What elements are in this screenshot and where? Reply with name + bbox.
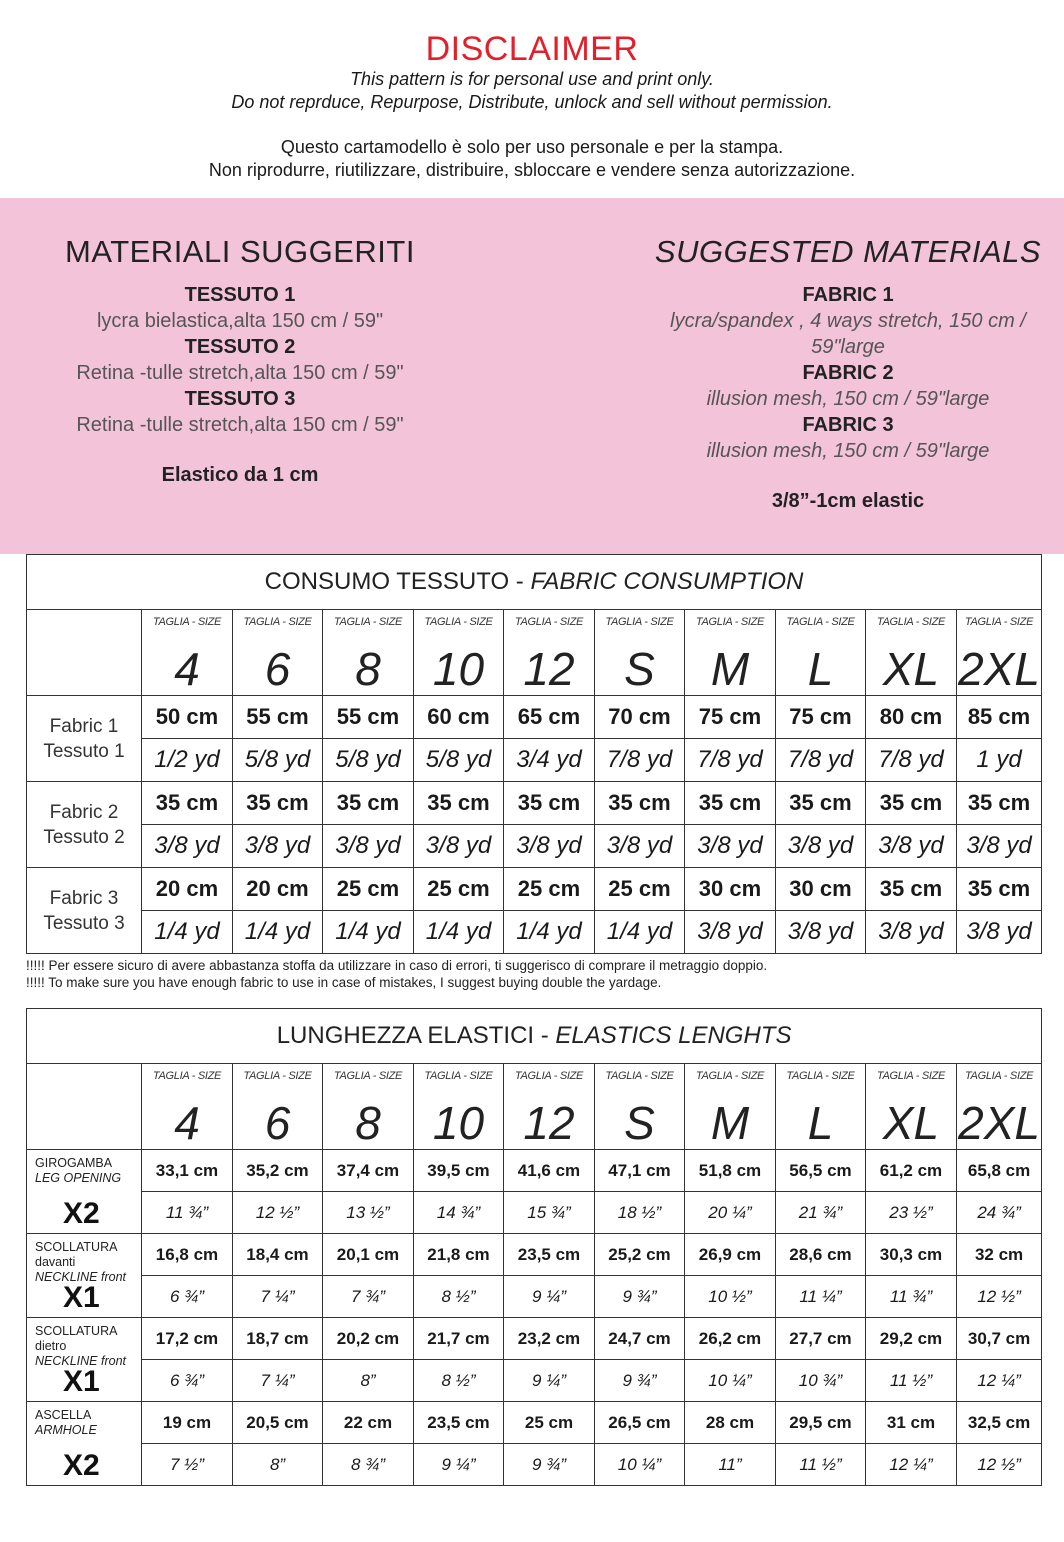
fabric-yd-cell: 7/8 yd (595, 739, 685, 782)
elastic-row-label (27, 1234, 142, 1318)
fabric-label-en: Fabric 2 (49, 801, 119, 823)
elastic-cm-cell: 47,1 cm (595, 1150, 685, 1192)
size-header-row (27, 610, 1042, 696)
elastic-label-it: GIROGAMBA (35, 1156, 113, 1170)
elastic-inch-cell: 12 ½” (233, 1192, 323, 1234)
fabric-consumption-table (26, 554, 1042, 954)
elastic-cm-cell: 21,8 cm (414, 1234, 504, 1276)
fabric-cm-cell: 35 cm (957, 782, 1042, 825)
table-row (27, 1234, 1042, 1276)
elastic-inch-cell: 11 ¼” (776, 1276, 866, 1318)
elastic-cm-cell: 25,2 cm (595, 1234, 685, 1276)
size-header-cell (142, 610, 233, 696)
size-header-cell (957, 610, 1042, 696)
elastic-label-text (35, 1156, 121, 1186)
size-header-cell (233, 1064, 323, 1150)
materials-it (40, 234, 440, 487)
elastic-cm-cell: 65,8 cm (957, 1150, 1042, 1192)
elastic-label-it: SCOLLATURA (35, 1240, 118, 1254)
elastic-inch-cell: 12 ½” (957, 1276, 1042, 1318)
size-value: 10 (432, 1097, 485, 1149)
elastic-lengths-table (26, 1008, 1042, 1486)
table-title-row (27, 555, 1042, 610)
fabric-yd-cell: 3/8 yd (776, 911, 866, 954)
elastic-inch-cell: 20 ¼” (685, 1192, 776, 1234)
size-header-cell (685, 1064, 776, 1150)
materials-it-fabric2-desc: Retina -tulle stretch,alta 150 cm / 59" (76, 362, 404, 384)
fabric-yd-cell: 1 yd (957, 739, 1042, 782)
elastic-inch-cell: 10 ¾” (776, 1360, 866, 1402)
fabric-cm-cell: 65 cm (504, 696, 595, 739)
elastic-cm-cell: 61,2 cm (866, 1150, 957, 1192)
elastic-row-label (27, 1402, 142, 1486)
elastic-cm-cell: 23,5 cm (504, 1234, 595, 1276)
size-value: 2XL (958, 643, 1040, 695)
fabric-cm-cell: 75 cm (776, 696, 866, 739)
size-header-cell (504, 610, 595, 696)
size-value: M (710, 1097, 750, 1149)
fabric-yd-cell: 3/8 yd (685, 911, 776, 954)
size-value: 6 (264, 1097, 291, 1149)
table-row (27, 1318, 1042, 1360)
fabric-row-label (27, 696, 142, 782)
table-row (27, 825, 1042, 868)
elastic-inch-cell: 8” (323, 1360, 414, 1402)
elastic-label-text (35, 1408, 97, 1438)
elastic-inch-cell: 14 ¾” (414, 1192, 504, 1234)
size-header-cell (595, 1064, 685, 1150)
fabric-yd-cell: 3/8 yd (776, 825, 866, 868)
elastic-inch-cell: 8” (233, 1444, 323, 1486)
elastic-inch-cell: 8 ½” (414, 1276, 504, 1318)
elastic-multiplier: X1 (63, 1281, 100, 1314)
elastic-multiplier: X2 (63, 1449, 100, 1482)
elastic-cm-cell: 41,6 cm (504, 1150, 595, 1192)
elastic-inch-cell: 23 ½” (866, 1192, 957, 1234)
fabric-yd-cell: 7/8 yd (685, 739, 776, 782)
fabric-yd-cell: 3/8 yd (595, 825, 685, 868)
fabric-yd-cell: 1/4 yd (504, 911, 595, 954)
fabric-cm-cell: 35 cm (504, 782, 595, 825)
elastic-cm-cell: 28 cm (685, 1402, 776, 1444)
size-header-cell (595, 610, 685, 696)
fabric-cm-cell: 25 cm (504, 868, 595, 911)
table-row (27, 911, 1042, 954)
elastic-cm-cell: 32,5 cm (957, 1402, 1042, 1444)
elastic-inch-cell: 15 ¾” (504, 1192, 595, 1234)
elastic-cm-cell: 18,4 cm (233, 1234, 323, 1276)
materials-en-fabric3-desc: illusion mesh, 150 cm / 59"large (706, 440, 990, 462)
fabric-label-it: Tessuto 3 (43, 912, 125, 934)
fabric-label-en: Fabric 1 (49, 715, 119, 737)
fabric-yd-cell: 3/8 yd (142, 825, 233, 868)
fabric-cm-cell: 35 cm (233, 782, 323, 825)
size-header-cell (776, 610, 866, 696)
table-title-row (27, 1009, 1042, 1064)
size-value: XL (882, 1097, 940, 1149)
table-title-en: FABRIC CONSUMPTION (530, 568, 804, 595)
elastic-cm-cell: 51,8 cm (685, 1150, 776, 1192)
size-header-cell (323, 610, 414, 696)
elastic-cm-cell: 28,6 cm (776, 1234, 866, 1276)
materials-en-heading: SUGGESTED MATERIALS (654, 234, 1042, 269)
size-value: L (807, 1097, 834, 1149)
elastic-row-label (27, 1150, 142, 1234)
elastic-inch-cell: 11 ¾” (866, 1276, 957, 1318)
elastic-inch-cell: 6 ¾” (142, 1276, 233, 1318)
elastic-row-label (27, 1318, 142, 1402)
elastic-cm-cell: 56,5 cm (776, 1150, 866, 1192)
fabric-cm-cell: 80 cm (866, 696, 957, 739)
elastic-cm-cell: 18,7 cm (233, 1318, 323, 1360)
fabric-yd-cell: 1/2 yd (142, 739, 233, 782)
fabric-yd-cell: 3/8 yd (414, 825, 504, 868)
elastic-label-it-sub: davanti (35, 1255, 76, 1269)
materials-en-fabric1-label: FABRIC 1 (802, 284, 894, 306)
fabric-yd-cell: 7/8 yd (866, 739, 957, 782)
elastic-inch-cell: 11 ½” (776, 1444, 866, 1486)
elastic-cm-cell: 24,7 cm (595, 1318, 685, 1360)
disclaimer (0, 30, 1064, 182)
elastic-cm-cell: 20,5 cm (233, 1402, 323, 1444)
materials-en-fabric3-label: FABRIC 3 (802, 414, 894, 436)
elastic-inch-cell: 18 ½” (595, 1192, 685, 1234)
elastic-inch-cell: 11 ½” (866, 1360, 957, 1402)
size-label: TAGLIA - SIZE (695, 1070, 765, 1082)
fabric-yd-cell: 3/8 yd (233, 825, 323, 868)
fabric-cm-cell: 35 cm (866, 868, 957, 911)
elastic-cm-cell: 17,2 cm (142, 1318, 233, 1360)
fabric-yd-cell: 3/8 yd (504, 825, 595, 868)
elastic-inch-cell: 13 ½” (323, 1192, 414, 1234)
size-label: TAGLIA - SIZE (964, 1070, 1034, 1082)
elastic-inch-cell: 8 ½” (414, 1360, 504, 1402)
fabric-cm-cell: 25 cm (414, 868, 504, 911)
elastic-inch-cell: 8 ¾” (323, 1444, 414, 1486)
elastic-cm-cell: 20,1 cm (323, 1234, 414, 1276)
fabric-cm-cell: 20 cm (142, 868, 233, 911)
disclaimer-en-line2: Do not reprduce, Repurpose, Distribute, unlock and sell without permission. (231, 92, 833, 112)
table-row (27, 868, 1042, 911)
fabric-yd-cell: 3/8 yd (866, 911, 957, 954)
elastic-cm-cell: 21,7 cm (414, 1318, 504, 1360)
table-row (27, 696, 1042, 739)
elastic-cm-cell: 26,2 cm (685, 1318, 776, 1360)
elastic-inch-cell: 9 ¼” (504, 1360, 595, 1402)
table-title (27, 1009, 1042, 1064)
elastic-inch-cell: 12 ¼” (866, 1444, 957, 1486)
size-header-cell (504, 1064, 595, 1150)
elastic-inch-cell: 21 ¾” (776, 1192, 866, 1234)
size-header-cell (685, 610, 776, 696)
size-label: TAGLIA - SIZE (514, 1070, 584, 1082)
elastic-label-it-sub: dietro (35, 1339, 67, 1353)
fabric-cm-cell: 35 cm (957, 868, 1042, 911)
elastic-multiplier: X1 (63, 1365, 100, 1398)
fabric-cm-cell: 35 cm (595, 782, 685, 825)
elastic-cm-cell: 32 cm (957, 1234, 1042, 1276)
elastic-inch-cell: 9 ¼” (504, 1276, 595, 1318)
size-header-cell (142, 1064, 233, 1150)
size-value: 8 (355, 643, 381, 695)
elastic-inch-cell: 9 ¼” (414, 1444, 504, 1486)
fabric-cm-cell: 35 cm (414, 782, 504, 825)
elastic-inch-cell: 12 ½” (957, 1444, 1042, 1486)
materials-en (648, 234, 1048, 513)
size-value: S (624, 643, 655, 695)
fabric-cm-cell: 25 cm (323, 868, 414, 911)
size-label: TAGLIA - SIZE (243, 1070, 312, 1082)
fabric-label-en: Fabric 3 (49, 887, 119, 909)
table-row (27, 1276, 1042, 1318)
materials-it-fabric3-desc: Retina -tulle stretch,alta 150 cm / 59" (76, 414, 404, 436)
elastic-label-en: NECKLINE front (35, 1270, 127, 1284)
fabric-label-it: Tessuto 2 (43, 826, 125, 848)
elastic-inch-cell: 10 ½” (685, 1276, 776, 1318)
size-value: 8 (355, 1097, 381, 1149)
materials-it-fabric1-label: TESSUTO 1 (184, 284, 296, 306)
fabric-yd-cell: 5/8 yd (414, 739, 504, 782)
size-label: TAGLIA - SIZE (152, 616, 222, 628)
elastic-inch-cell: 10 ¼” (595, 1444, 685, 1486)
elastic-inch-cell: 6 ¾” (142, 1360, 233, 1402)
elastic-label-en: ARMHOLE (35, 1423, 97, 1437)
elastic-cm-cell: 27,7 cm (776, 1318, 866, 1360)
fabric-yd-cell: 1/4 yd (233, 911, 323, 954)
fabric-cm-cell: 70 cm (595, 696, 685, 739)
elastic-cm-cell: 39,5 cm (414, 1150, 504, 1192)
elastic-inch-cell: 11 ¾” (142, 1192, 233, 1234)
elastic-cm-cell: 25 cm (504, 1402, 595, 1444)
size-header-cell (414, 610, 504, 696)
fabric-yd-cell: 1/4 yd (414, 911, 504, 954)
fabric-row-label (27, 782, 142, 868)
size-label: TAGLIA - SIZE (876, 1070, 946, 1082)
fabric-cm-cell: 20 cm (233, 868, 323, 911)
elastic-inch-cell: 7 ½” (142, 1444, 233, 1486)
fabric-cm-cell: 35 cm (142, 782, 233, 825)
elastic-cm-cell: 31 cm (866, 1402, 957, 1444)
size-header-cell (323, 1064, 414, 1150)
note-en: !!!!! To make sure you have enough fabric to use in case of mistakes, I suggest buying double the yardage. (26, 975, 662, 990)
size-label: TAGLIA - SIZE (424, 616, 493, 628)
elastic-cm-cell: 22 cm (323, 1402, 414, 1444)
size-label: TAGLIA - SIZE (424, 1070, 493, 1082)
size-value: M (710, 643, 750, 695)
materials-en-fabric2-label: FABRIC 2 (802, 362, 894, 384)
table-row (27, 1150, 1042, 1192)
elastic-inch-cell: 7 ¼” (233, 1360, 323, 1402)
elastic-cm-cell: 19 cm (142, 1402, 233, 1444)
elastic-cm-cell: 30,7 cm (957, 1318, 1042, 1360)
fabric-cm-cell: 35 cm (323, 782, 414, 825)
fabric-label-it: Tessuto 1 (43, 740, 125, 762)
note-it: !!!!! Per essere sicuro di avere abbastanza stoffa da utilizzare in caso di errori, ti suggerisco di comprare il metraggio doppio. (26, 958, 768, 973)
materials-en-fabric1-desc: lycra/spandex , 4 ways stretch, 150 cm / 59"large (670, 310, 1026, 358)
size-label: TAGLIA - SIZE (605, 616, 674, 628)
elastic-label-it: ASCELLA (35, 1408, 92, 1422)
fabric-cm-cell: 60 cm (414, 696, 504, 739)
elastic-cm-cell: 26,9 cm (685, 1234, 776, 1276)
fabric-cm-cell: 55 cm (323, 696, 414, 739)
fabric-yd-cell: 5/8 yd (233, 739, 323, 782)
table-row (27, 1402, 1042, 1444)
fabric-yd-cell: 1/4 yd (595, 911, 685, 954)
size-label: TAGLIA - SIZE (333, 616, 403, 628)
disclaimer-it-line1: Questo cartamodello è solo per uso personale e per la stampa. (280, 137, 784, 157)
fabric-cm-cell: 55 cm (233, 696, 323, 739)
materials-panel (0, 198, 1064, 554)
size-label: TAGLIA - SIZE (152, 1070, 222, 1082)
materials-it-fabric1-desc: lycra bielastica,alta 150 cm / 59" (96, 310, 384, 332)
fabric-cm-cell: 30 cm (685, 868, 776, 911)
elastic-label-text (35, 1324, 126, 1369)
materials-it-elastic: Elastico da 1 cm (161, 464, 319, 486)
size-value: 4 (174, 643, 200, 695)
size-header-corner (27, 610, 142, 696)
elastic-multiplier: X2 (63, 1197, 100, 1230)
disclaimer-en-line1: This pattern is for personal use and print only. (350, 69, 714, 89)
fabric-yd-cell: 5/8 yd (323, 739, 414, 782)
elastic-inch-cell: 24 ¾” (957, 1192, 1042, 1234)
fabric-yd-cell: 3/8 yd (685, 825, 776, 868)
fabric-cm-cell: 35 cm (776, 782, 866, 825)
elastic-label-text (35, 1240, 126, 1285)
size-header-cell (866, 1064, 957, 1150)
fabric-yd-cell: 1/4 yd (323, 911, 414, 954)
size-value: 2XL (958, 1097, 1040, 1149)
table-row (27, 1192, 1042, 1234)
size-header-cell (957, 1064, 1042, 1150)
fabric-yd-cell: 3/8 yd (957, 825, 1042, 868)
elastic-cm-cell: 30,3 cm (866, 1234, 957, 1276)
table-row (27, 739, 1042, 782)
size-header-cell (233, 610, 323, 696)
fabric-yd-cell: 3/4 yd (504, 739, 595, 782)
size-value: S (624, 1097, 655, 1149)
fabric-cm-cell: 30 cm (776, 868, 866, 911)
materials-it-heading: MATERIALI SUGGERITI (65, 234, 415, 269)
size-label: TAGLIA - SIZE (786, 616, 855, 628)
fabric-cm-cell: 85 cm (957, 696, 1042, 739)
fabric-cm-cell: 25 cm (595, 868, 685, 911)
fabric-yd-cell: 3/8 yd (866, 825, 957, 868)
elastic-inch-cell: 12 ¼” (957, 1360, 1042, 1402)
disclaimer-it-line2: Non riprodurre, riutilizzare, distribuire, sbloccare e vendere senza autorizzazione. (208, 160, 856, 180)
elastic-cm-cell: 29,5 cm (776, 1402, 866, 1444)
disclaimer-title: DISCLAIMER (425, 30, 639, 68)
size-header-cell (866, 610, 957, 696)
elastic-cm-cell: 37,4 cm (323, 1150, 414, 1192)
elastic-inch-cell: 9 ¾” (595, 1276, 685, 1318)
elastic-label-en: LEG OPENING (35, 1171, 122, 1185)
table-row (27, 782, 1042, 825)
table-title-it: LUNGHEZZA ELASTICI - (276, 1022, 556, 1049)
size-label: TAGLIA - SIZE (695, 616, 765, 628)
size-value: 12 (523, 643, 575, 695)
fabric-cm-cell: 35 cm (866, 782, 957, 825)
elastic-inch-cell: 7 ¼” (233, 1276, 323, 1318)
table-title-en: ELASTICS LENGHTS (555, 1022, 792, 1049)
elastic-cm-cell: 33,1 cm (142, 1150, 233, 1192)
size-label: TAGLIA - SIZE (786, 1070, 855, 1082)
fabric-yd-cell: 1/4 yd (142, 911, 233, 954)
elastic-inch-cell: 9 ¾” (595, 1360, 685, 1402)
elastic-inch-cell: 9 ¾” (504, 1444, 595, 1486)
size-header-cell (776, 1064, 866, 1150)
table-row (27, 1444, 1042, 1486)
size-label: TAGLIA - SIZE (605, 1070, 674, 1082)
elastic-inch-cell: 10 ¼” (685, 1360, 776, 1402)
size-header-row (27, 1064, 1042, 1150)
elastic-inch-cell: 11” (685, 1444, 776, 1486)
size-label: TAGLIA - SIZE (243, 616, 312, 628)
size-value: 6 (264, 643, 291, 695)
size-value: L (807, 643, 834, 695)
materials-en-elastic: 3/8”-1cm elastic (771, 490, 925, 512)
size-value: 10 (432, 643, 485, 695)
table-title (27, 555, 1042, 610)
fabric-row-label (27, 868, 142, 954)
size-header-cell (414, 1064, 504, 1150)
size-label: TAGLIA - SIZE (514, 616, 584, 628)
elastic-cm-cell: 16,8 cm (142, 1234, 233, 1276)
elastic-cm-cell: 35,2 cm (233, 1150, 323, 1192)
fabric-cm-cell: 75 cm (685, 696, 776, 739)
elastic-cm-cell: 23,2 cm (504, 1318, 595, 1360)
fabric-yd-cell: 3/8 yd (323, 825, 414, 868)
fabric-cm-cell: 50 cm (142, 696, 233, 739)
fabric-yd-cell: 7/8 yd (776, 739, 866, 782)
fabric-yd-cell: 3/8 yd (957, 911, 1042, 954)
size-value: 12 (523, 1097, 575, 1149)
elastic-cm-cell: 20,2 cm (323, 1318, 414, 1360)
fabric-cm-cell: 35 cm (685, 782, 776, 825)
materials-it-fabric3-label: TESSUTO 3 (184, 388, 296, 410)
size-value: XL (882, 643, 940, 695)
size-label: TAGLIA - SIZE (876, 616, 946, 628)
table-title-it: CONSUMO TESSUTO - (264, 568, 531, 595)
size-label: TAGLIA - SIZE (964, 616, 1034, 628)
elastic-label-en: NECKLINE front (35, 1354, 127, 1368)
size-label: TAGLIA - SIZE (333, 1070, 403, 1082)
elastic-cm-cell: 23,5 cm (414, 1402, 504, 1444)
size-header-corner (27, 1064, 142, 1150)
size-value: 4 (174, 1097, 200, 1149)
materials-it-fabric2-label: TESSUTO 2 (184, 336, 296, 358)
elastic-cm-cell: 29,2 cm (866, 1318, 957, 1360)
elastic-label-it: SCOLLATURA (35, 1324, 118, 1338)
table-row (27, 1360, 1042, 1402)
elastic-cm-cell: 26,5 cm (595, 1402, 685, 1444)
materials-en-fabric2-desc: illusion mesh, 150 cm / 59"large (706, 388, 990, 410)
elastic-inch-cell: 7 ¾” (323, 1276, 414, 1318)
